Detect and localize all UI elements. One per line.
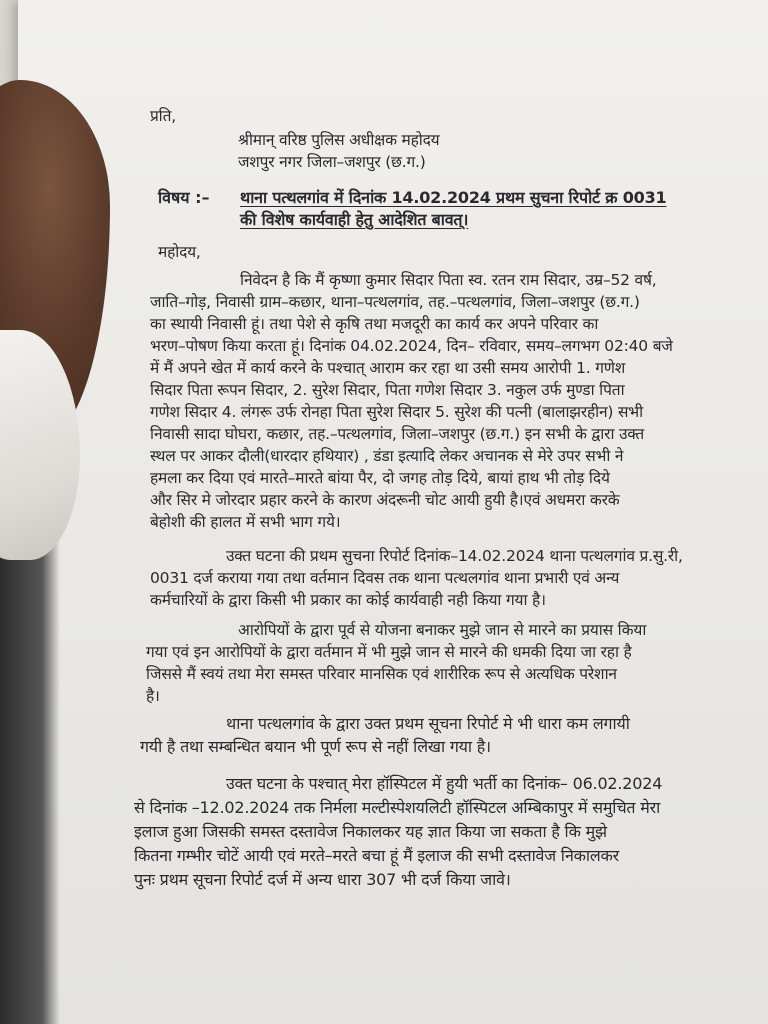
paragraph-line: थाना पत्थलगांव के द्वारा उक्त प्रथम सूचना रिपोर्ट मे भी धारा कम लगायी: [226, 714, 630, 733]
paragraph-line: उक्त घटना की प्रथम सुचना रिपोर्ट दिनांक–14.02.2024 थाना पत्थलगांव प्र.सु.री,: [226, 547, 683, 565]
paragraph-line: उक्त घटना के पश्चात् मेरा हॉस्पिटल में हुयी भर्ती का दिनांक– 06.02.2024: [226, 774, 663, 793]
paragraph-line: में मैं अपने खेत में कार्य करने के पश्चात् आराम कर रहा था उसी समय आरोपी 1. गणेश: [150, 359, 626, 377]
subject-line-2: की विशेष कार्यवाही हेतु आदेशित बावत्।: [240, 210, 469, 229]
recipient-line-1: श्रीमान् वरिष्ठ पुलिस अधीक्षक महोदय: [238, 131, 440, 149]
paragraph-line: सिदार पिता रूपन सिदार, 2. सुरेश सिदार, पिता गणेश सिदार 3. नकुल उर्फ मुण्डा पिता: [150, 381, 625, 399]
paragraph-line: का स्थायी निवासी हूं। तथा पेशे से कृषि तथा मजदूरी का कार्य कर अपने परिवार का: [150, 315, 599, 333]
paragraph-line: और सिर मे जोरदार प्रहार करने के कारण अंदरूनी चोट आयी हुयी है।एवं अधमरा करके: [150, 491, 620, 509]
paragraph-line: से दिनांक –12.02.2024 तक निर्मला मल्टीस्पेशयलिटी हॉस्पिटल अम्बिकापुर में समुचित मेरा: [134, 798, 661, 817]
paragraph-line: भरण–पोषण किया करता हूं। दिनांक 04.02.2024, दिन– रविवार, समय–लगभग 02:40 बजे: [150, 337, 673, 355]
paragraph-line: निवासी सादा घोघरा, कछार, तह.–पत्थलगांव, जिला–जशपुर (छ.ग.) इन सभी के द्वारा उक्त: [150, 425, 645, 443]
recipient-line-2: जशपुर नगर जिला–जशपुर (छ.ग.): [238, 153, 426, 171]
paragraph-line: कितना गम्भीर चोटें आयी एवं मरते–मरते बचा हूं मैं इलाज की सभी दस्तावेज निकालकर: [134, 846, 619, 865]
paragraph-line: जिससे मैं स्वयं तथा मेरा समस्त परिवार मानसिक एवं शारीरिक रूप से अत्यधिक परेशान: [146, 665, 617, 683]
salutation: महोदय,: [158, 243, 201, 261]
paragraph-line: स्थल पर आकर दौली(धारदार हथियार) , डंडा इत्यादि लेकर अचानक से मेरे उपर सभी ने: [150, 447, 624, 465]
background-edge: [0, 520, 60, 1024]
paragraph-line: 0031 दर्ज कराया गया तथा वर्तमान दिवस तक थाना पत्थलगांव थाना प्रभारी एवं अन्य: [150, 569, 620, 587]
paragraph-line: आरोपियों के द्वारा पूर्व से योजना बनाकर मुझे जान से मारने का प्रयास किया: [238, 621, 647, 639]
subject-line-1: थाना पत्थलगांव में दिनांक 14.02.2024 प्रथम सुचना रिपोर्ट क्र 0031: [240, 188, 667, 207]
paragraph-line: इलाज हुआ जिसकी समस्त दस्तावेज निकालकर यह ज्ञात किया जा सकता है कि मुझे: [134, 822, 607, 841]
paragraph-line: हमला कर दिया एवं मारते–मारते बांया पैर, दो जगह तोड़ दिये, बायां हाथ भी तोड़ दिये: [150, 469, 610, 487]
paragraph-line: है।: [146, 687, 160, 705]
paragraph-line: कर्मचारियों के द्वारा किसी भी प्रकार का कोई कार्यवाही नही किया गया है।: [150, 591, 546, 609]
paragraph-line: जाति–गोड़, निवासी ग्राम–कछार, थाना–पत्थलगांव, तह.–पत्थलगांव, जिला–जशपुर (छ.ग.): [150, 293, 640, 311]
paragraph-line: पुनः प्रथम सूचना रिपोर्ट दर्ज में अन्य धारा 307 भी दर्ज किया जावे।: [134, 870, 511, 889]
paragraph-line: गया एवं इन आरोपियों के द्वारा वर्तमान में भी मुझे जान से मारने की धमकी दिया जा रहा है: [146, 643, 632, 661]
paragraph-line: बेहोशी की हालत में सभी भाग गये।: [150, 513, 341, 531]
paragraph-line: गणेश सिदार 4. लंगरू उर्फ रोनहा पिता सुरेश सिदार 5. सुरेश की पत्नी (बालाझरहीन) सभी: [150, 403, 643, 421]
subject-label: विषय :–: [158, 188, 210, 207]
paragraph-line: निवेदन है कि मैं कृष्णा कुमार सिदार पिता स्व. रतन राम सिदार, उम्र–52 वर्ष,: [240, 271, 657, 289]
paragraph-line: गयी है तथा सम्बन्धित बयान भी पूर्ण रूप से नहीं लिखा गया है।: [140, 737, 491, 756]
to-label: प्रति,: [150, 107, 176, 125]
